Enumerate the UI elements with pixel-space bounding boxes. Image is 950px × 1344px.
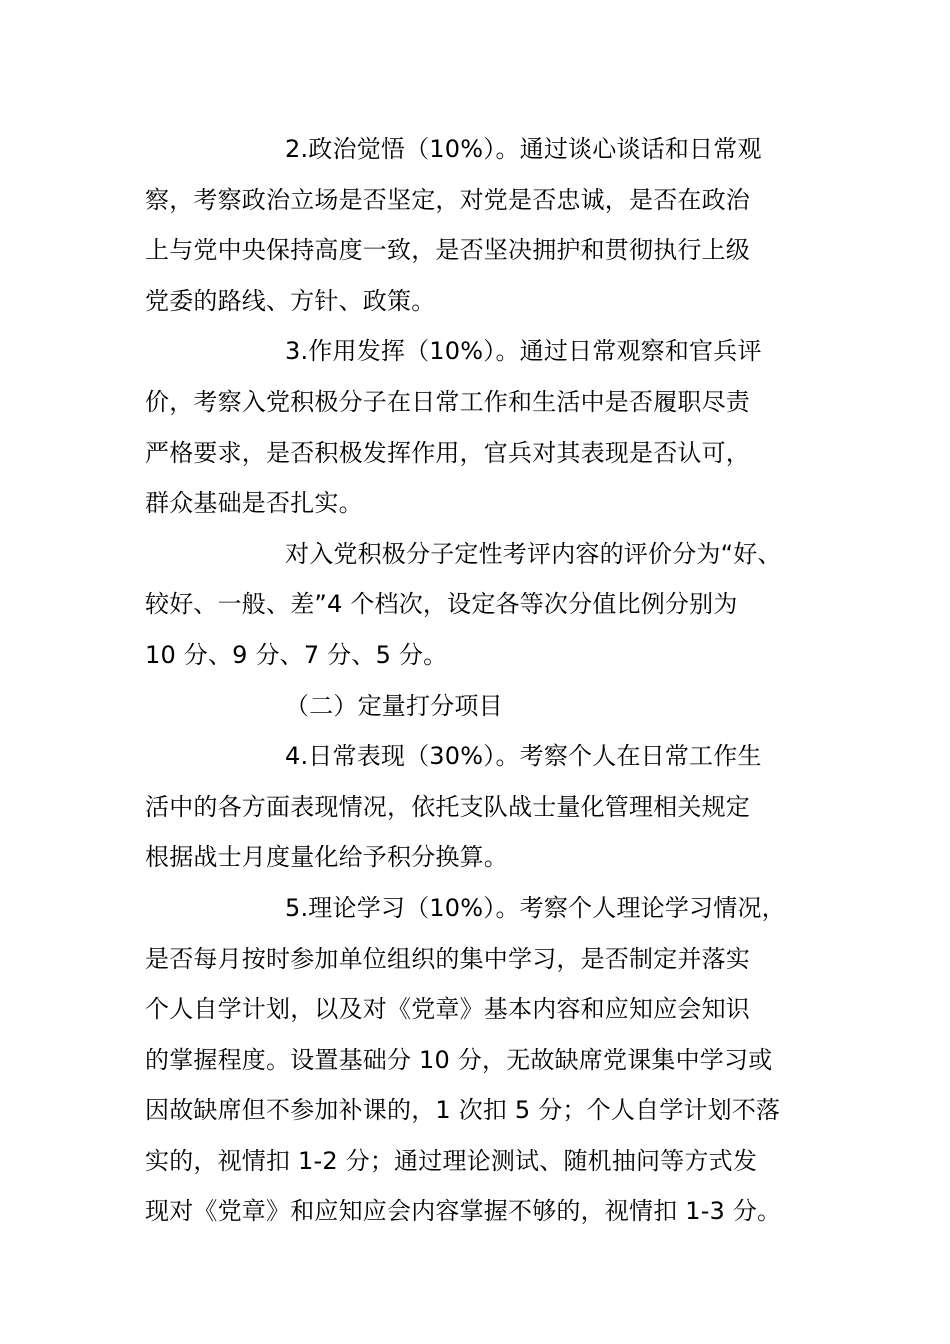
- paragraph-line: 党委的路线、方针、政策。: [145, 286, 436, 315]
- paragraph-political-awareness: [145, 124, 815, 326]
- paragraph-line: 对入党积极分子定性考评内容的评价分为“好、: [285, 539, 782, 568]
- paragraph-line: 活中的各方面表现情况，依托支队战士量化管理相关规定: [145, 792, 750, 821]
- paragraph-line: 严格要求，是否积极发挥作用，官兵对其表现是否认可，: [145, 438, 750, 467]
- paragraph-line: 2.政治觉悟（10%）。通过谈心谈话和日常观: [285, 135, 762, 163]
- paragraph-line: 实的，视情扣 1-2 分；通过理论测试、随机抽问等方式发: [145, 1146, 758, 1175]
- paragraph-line: 现对《党章》和应知应会内容掌握不够的，视情扣 1-3 分。: [145, 1197, 782, 1226]
- paragraph-line: 个人自学计划，以及对《党章》基本内容和应知应会知识: [145, 995, 750, 1024]
- paragraph-line: 察，考察政治立场是否坚定，对党是否忠诚，是否在政治: [145, 185, 750, 214]
- paragraph-line: 3.作用发挥（10%）。通过日常观察和官兵评: [285, 337, 762, 366]
- paragraph-line: 因故缺席但不参加补课的，1 次扣 5 分；个人自学计划不落: [145, 1096, 781, 1125]
- paragraph-line: 是否每月按时参加单位组织的集中学习，是否制定并落实: [145, 944, 750, 973]
- paragraph-theory-study: [145, 883, 815, 1237]
- document-body: [145, 124, 815, 1237]
- paragraph-line: 群众基础是否扎实。: [145, 489, 363, 518]
- section-heading: （二）定量打分项目: [285, 691, 503, 720]
- paragraph-daily-performance: [145, 731, 815, 883]
- section-heading-quantitative: [145, 681, 815, 732]
- paragraph-line: 较好、一般、差”4 个档次，设定各等次分值比例分别为: [145, 590, 738, 619]
- paragraph-evaluation-grades: [145, 529, 815, 681]
- paragraph-line: 4.日常表现（30%）。考察个人在日常工作生: [285, 742, 762, 771]
- paragraph-line: 5.理论学习（10%）。考察个人理论学习情况，: [285, 893, 786, 922]
- paragraph-line: 根据战士月度量化给予积分换算。: [145, 843, 508, 872]
- paragraph-line: 价，考察入党积极分子在日常工作和生活中是否履职尽责: [145, 387, 750, 416]
- paragraph-line: 上与党中央保持高度一致，是否坚决拥护和贯彻执行上级: [145, 236, 750, 265]
- paragraph-role-play: [145, 326, 815, 528]
- paragraph-line: 10 分、9 分、7 分、5 分。: [145, 640, 448, 669]
- paragraph-line: 的掌握程度。设置基础分 10 分，无故缺席党课集中学习或: [145, 1045, 773, 1074]
